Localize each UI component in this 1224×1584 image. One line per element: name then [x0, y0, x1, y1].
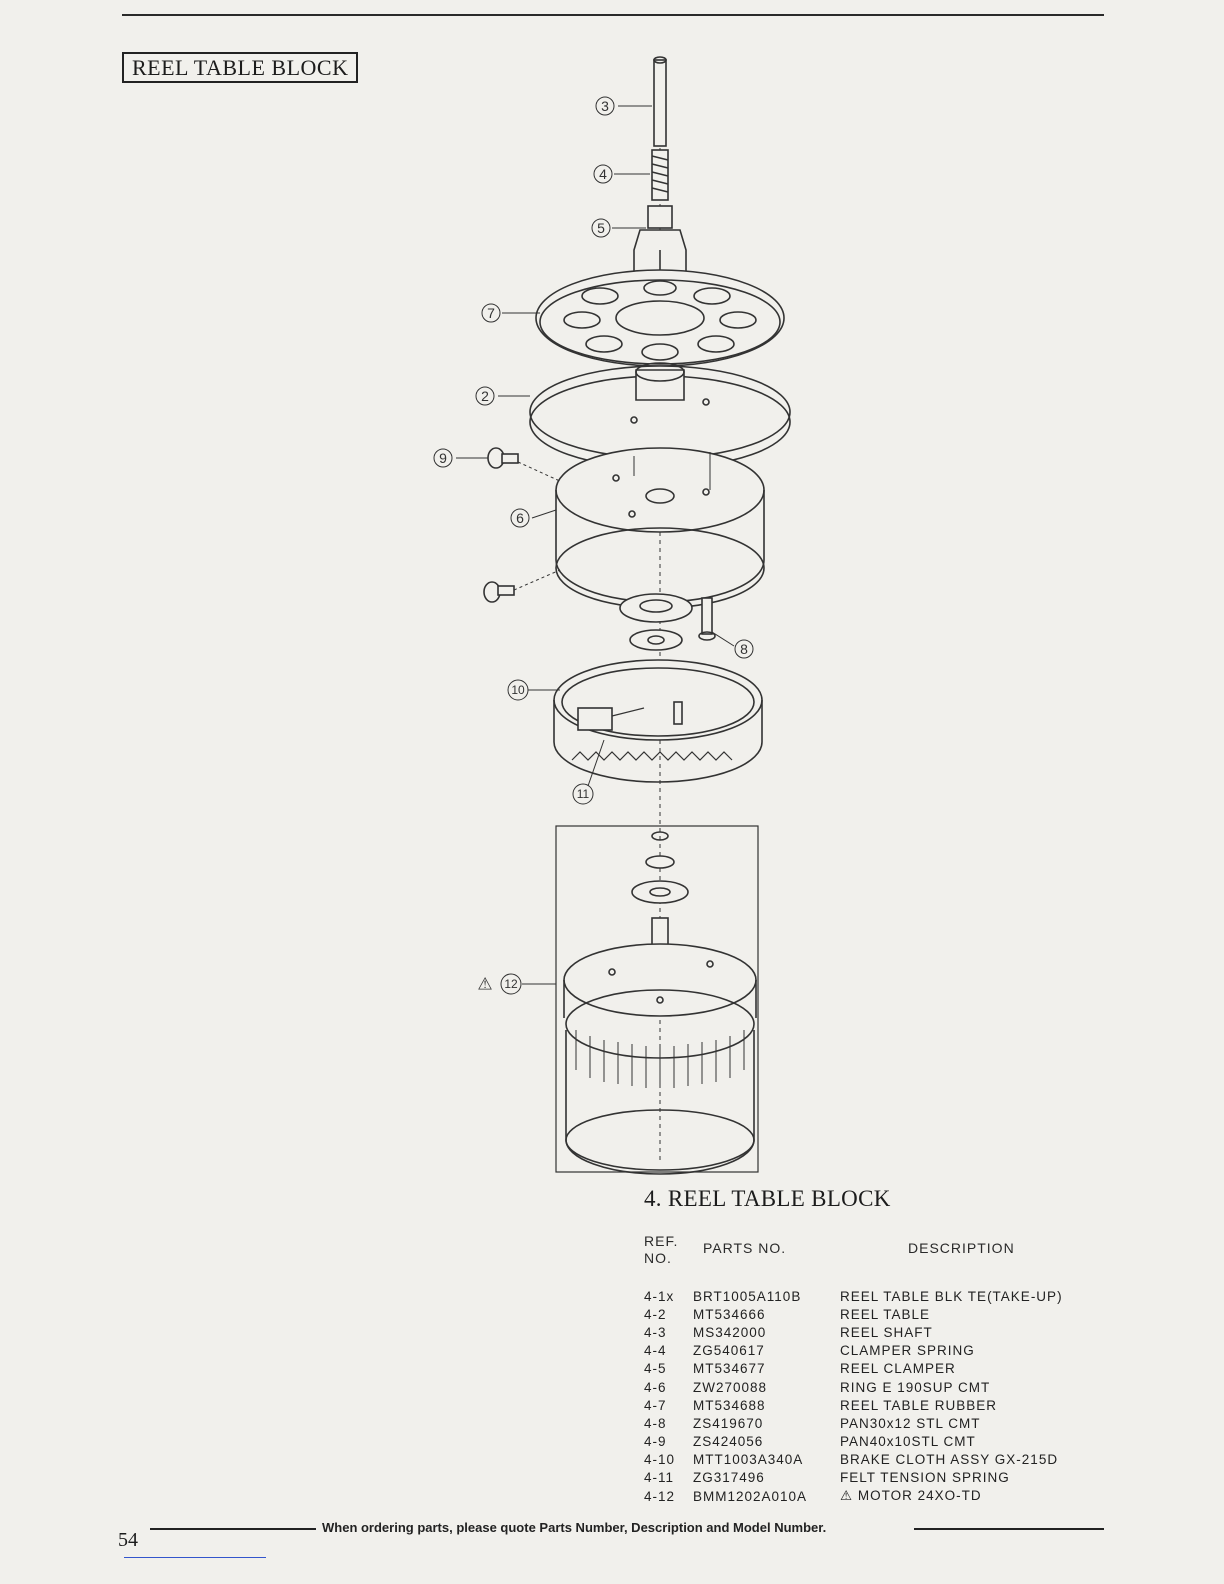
callout-11: 11	[576, 787, 590, 801]
page-underline	[124, 1557, 266, 1558]
table-row	[644, 1287, 1063, 1305]
row-part: MT534677	[693, 1361, 766, 1377]
row-desc: PAN40x10STL CMT	[840, 1434, 976, 1450]
row-part: BRT1005A110B	[693, 1288, 802, 1304]
page-number: 54	[118, 1529, 138, 1551]
header-description: DESCRIPTION	[908, 1240, 1015, 1256]
header-ref-line1: REF.	[644, 1233, 679, 1249]
part-screw-8	[699, 598, 715, 640]
callout-4: 4	[599, 166, 607, 182]
row-desc: CLAMPER SPRING	[840, 1343, 975, 1359]
part-reel-shaft	[654, 57, 666, 146]
parts-table	[644, 1287, 1063, 1505]
row-part: MTT1003A340A	[693, 1452, 804, 1468]
part-screw-9	[488, 448, 562, 482]
row-desc: FELT TENSION SPRING	[840, 1470, 1010, 1486]
table-row	[644, 1396, 1063, 1414]
row-part: ZS419670	[693, 1415, 764, 1431]
row-part: ZG317496	[693, 1470, 765, 1486]
row-desc: REEL CLAMPER	[840, 1361, 956, 1377]
callout-12: 12	[504, 977, 518, 991]
part-clamper-spring	[652, 150, 668, 200]
row-ref: 4-2	[644, 1306, 667, 1322]
header-ref-line2: NO.	[644, 1250, 672, 1266]
row-ref: 4-11	[644, 1470, 675, 1486]
callout-9: 9	[439, 450, 447, 466]
row-part: MT534666	[693, 1306, 766, 1322]
row-ref: 4-10	[644, 1452, 676, 1468]
parts-list-title: 4. REEL TABLE BLOCK	[644, 1186, 891, 1211]
callout-3: 3	[601, 98, 609, 114]
row-desc: REEL TABLE RUBBER	[840, 1397, 998, 1413]
part-brake-cloth	[554, 660, 762, 782]
row-ref: 4-9	[644, 1434, 667, 1450]
row-part: BMM1202A010A	[693, 1488, 808, 1504]
table-row	[644, 1342, 1063, 1360]
row-part: MT534688	[693, 1397, 766, 1413]
table-row	[644, 1433, 1063, 1451]
callout-2: 2	[481, 388, 489, 404]
row-ref: 4-7	[644, 1397, 667, 1413]
part-ring	[620, 594, 692, 650]
header-parts-no: PARTS NO.	[703, 1240, 787, 1256]
callout-6: 6	[516, 510, 524, 526]
row-desc: RING E 190SUP CMT	[840, 1379, 991, 1395]
row-ref: 4-5	[644, 1361, 667, 1377]
row-ref: 4-6	[644, 1379, 667, 1395]
row-ref: 4-12	[644, 1488, 676, 1504]
section-label: REEL TABLE BLOCK	[122, 52, 358, 83]
table-row	[644, 1305, 1063, 1323]
warning-icon: ⚠	[477, 974, 493, 994]
callout-8: 8	[740, 641, 748, 657]
footer-note: When ordering parts, please quote Parts Number, Description and Model Number.	[322, 1520, 827, 1535]
footer-rule-left	[150, 1528, 316, 1530]
row-desc: REEL TABLE	[840, 1306, 931, 1322]
row-part: ZW270088	[693, 1379, 768, 1395]
part-reel-table-rubber	[536, 270, 784, 366]
table-row	[644, 1378, 1063, 1396]
part-motor	[564, 832, 756, 1174]
row-part: ZG540617	[693, 1343, 765, 1359]
row-desc: REEL SHAFT	[840, 1324, 933, 1340]
table-row	[644, 1414, 1063, 1432]
leader-lines	[456, 106, 734, 984]
row-desc: ⚠ MOTOR 24XO-TD	[840, 1488, 982, 1504]
row-desc: REEL TABLE BLK TE(TAKE-UP)	[840, 1288, 1063, 1304]
row-ref: 4-8	[644, 1415, 667, 1431]
row-ref: 4-3	[644, 1324, 667, 1340]
table-row	[644, 1451, 1063, 1469]
row-desc: PAN30x12 STL CMT	[840, 1415, 981, 1431]
table-row	[644, 1323, 1063, 1341]
footer-rule-right	[914, 1528, 1104, 1530]
part-screw-lower	[484, 570, 560, 602]
table-row	[644, 1469, 1063, 1487]
row-part: ZS424056	[693, 1434, 764, 1450]
row-part: MS342000	[693, 1324, 767, 1340]
callout-10: 10	[511, 683, 525, 697]
callout-circles	[434, 97, 753, 994]
table-row	[644, 1487, 1063, 1505]
callout-7: 7	[487, 305, 495, 321]
table-row	[644, 1360, 1063, 1378]
row-ref: 4-4	[644, 1343, 667, 1359]
row-desc: BRAKE CLOTH ASSY GX-215D	[840, 1452, 1059, 1468]
row-ref: 4-1x	[644, 1288, 675, 1304]
callout-5: 5	[597, 220, 605, 236]
